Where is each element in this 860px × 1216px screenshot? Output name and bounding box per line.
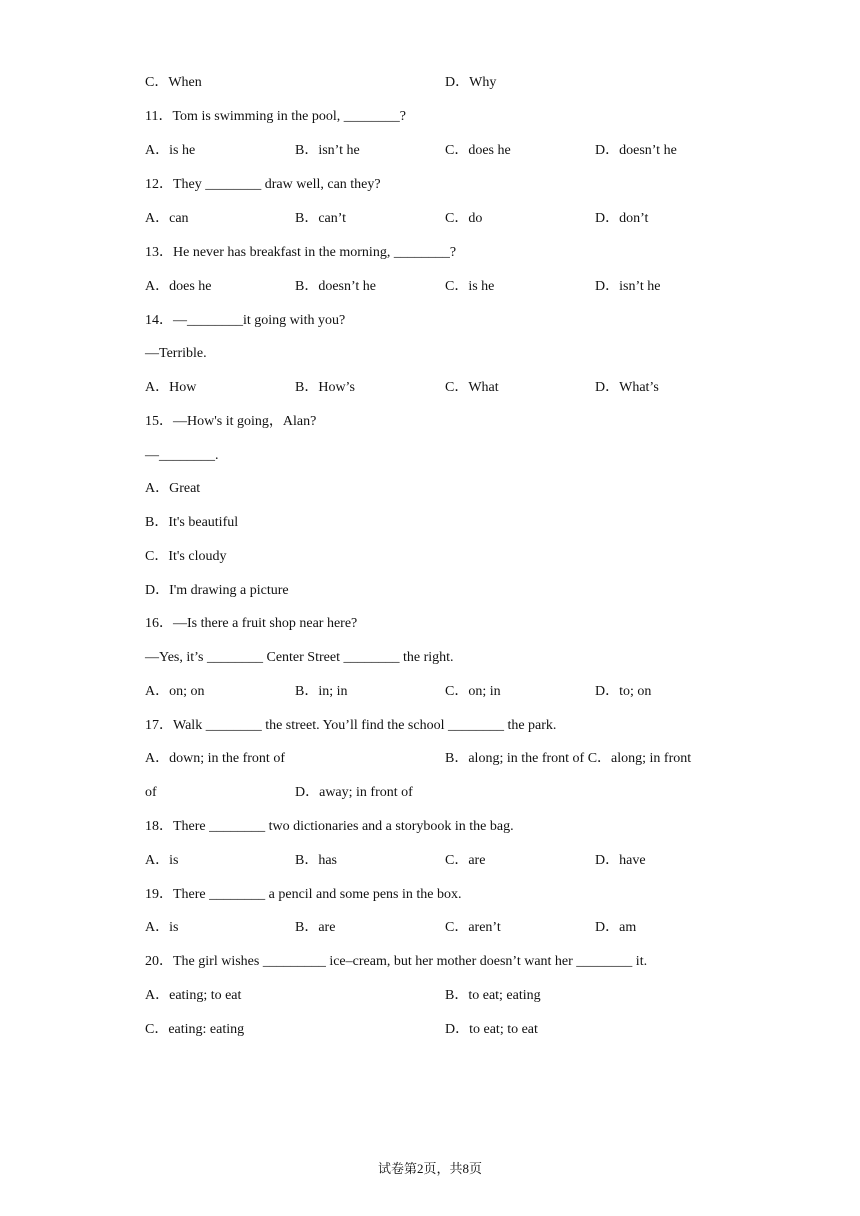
q19-option-a: A．is bbox=[145, 920, 179, 935]
q14-option-d: D．What’s bbox=[595, 380, 659, 395]
q12-option-d: D．don’t bbox=[595, 211, 649, 226]
q18-option-b: B．has bbox=[295, 853, 337, 868]
q15-stem: 15．—How's it going，Alan? bbox=[145, 414, 317, 429]
q12-option-a: A．can bbox=[145, 211, 189, 226]
page-footer: 试卷第2页，共8页 bbox=[377, 1161, 482, 1176]
q18-option-d: D．have bbox=[595, 853, 646, 868]
q18-option-c: C．are bbox=[445, 853, 486, 868]
q17-option-bc: B．along; in the front of C．along; in front bbox=[445, 751, 692, 766]
q19-option-b: B．are bbox=[295, 920, 336, 935]
q19-option-c: C．aren’t bbox=[445, 920, 501, 935]
q15-reply: —________. bbox=[145, 448, 219, 463]
q16-option-a: A．on; on bbox=[145, 684, 205, 699]
q11-option-a: A．is he bbox=[145, 143, 196, 158]
q15-option-c: C．It's cloudy bbox=[145, 549, 227, 564]
q16-stem: 16．—Is there a fruit shop near here? bbox=[145, 616, 358, 631]
q15-option-a: A．Great bbox=[145, 481, 201, 496]
q15-option-d: D．I'm drawing a picture bbox=[145, 583, 289, 598]
q10-option-c: C．When bbox=[145, 75, 202, 90]
q18-stem: 18．There ________ two dictionaries and a storybook in the bag. bbox=[145, 819, 514, 834]
q16-reply: —Yes, it’s ________ Center Street ________ the right. bbox=[145, 650, 454, 665]
q17-option-d: D．away; in front of bbox=[295, 785, 413, 800]
q14-option-a: A．How bbox=[145, 380, 197, 395]
q13-option-c: C．is he bbox=[445, 279, 495, 294]
q11-stem: 11．Tom is swimming in the pool, ________? bbox=[145, 109, 406, 124]
q19-stem: 19．There ________ a pencil and some pens in the box. bbox=[145, 887, 462, 902]
q13-option-d: D．isn’t he bbox=[595, 279, 661, 294]
q18-option-a: A．is bbox=[145, 853, 179, 868]
q20-option-a: A．eating; to eat bbox=[145, 988, 242, 1003]
q14-stem: 14．—________it going with you? bbox=[145, 313, 346, 328]
q16-option-b: B．in; in bbox=[295, 684, 348, 699]
q17-stem: 17．Walk ________ the street. You’ll find the school ________ the park. bbox=[145, 718, 557, 733]
q13-stem: 13．He never has breakfast in the morning, ________? bbox=[145, 245, 457, 260]
q17-option-c-wrap: of bbox=[145, 785, 157, 800]
q20-stem: 20．The girl wishes _________ ice–cream, but her mother doesn’t want her ________ it. bbox=[145, 954, 648, 969]
q14-option-c: C．What bbox=[445, 380, 499, 395]
q12-stem: 12．They ________ draw well, can they? bbox=[145, 177, 381, 192]
q14-reply: —Terrible. bbox=[145, 346, 207, 361]
q15-option-b: B．It's beautiful bbox=[145, 515, 239, 530]
q16-option-d: D．to; on bbox=[595, 684, 652, 699]
q17-option-a: A．down; in the front of bbox=[145, 751, 285, 766]
q20-option-c: C．eating: eating bbox=[145, 1022, 245, 1037]
q10-option-d: D．Why bbox=[445, 75, 497, 90]
q13-option-b: B．doesn’t he bbox=[295, 279, 377, 294]
q12-option-b: B．can’t bbox=[295, 211, 347, 226]
q11-option-b: B．isn’t he bbox=[295, 143, 360, 158]
q13-option-a: A．does he bbox=[145, 279, 212, 294]
q12-option-c: C．do bbox=[445, 211, 483, 226]
q19-option-d: D．am bbox=[595, 920, 637, 935]
q16-option-c: C．on; in bbox=[445, 684, 501, 699]
q20-option-b: B．to eat; eating bbox=[445, 988, 541, 1003]
q20-option-d: D．to eat; to eat bbox=[445, 1022, 538, 1037]
q11-option-c: C．does he bbox=[445, 143, 511, 158]
q11-option-d: D．doesn’t he bbox=[595, 143, 677, 158]
q14-option-b: B．How’s bbox=[295, 380, 355, 395]
